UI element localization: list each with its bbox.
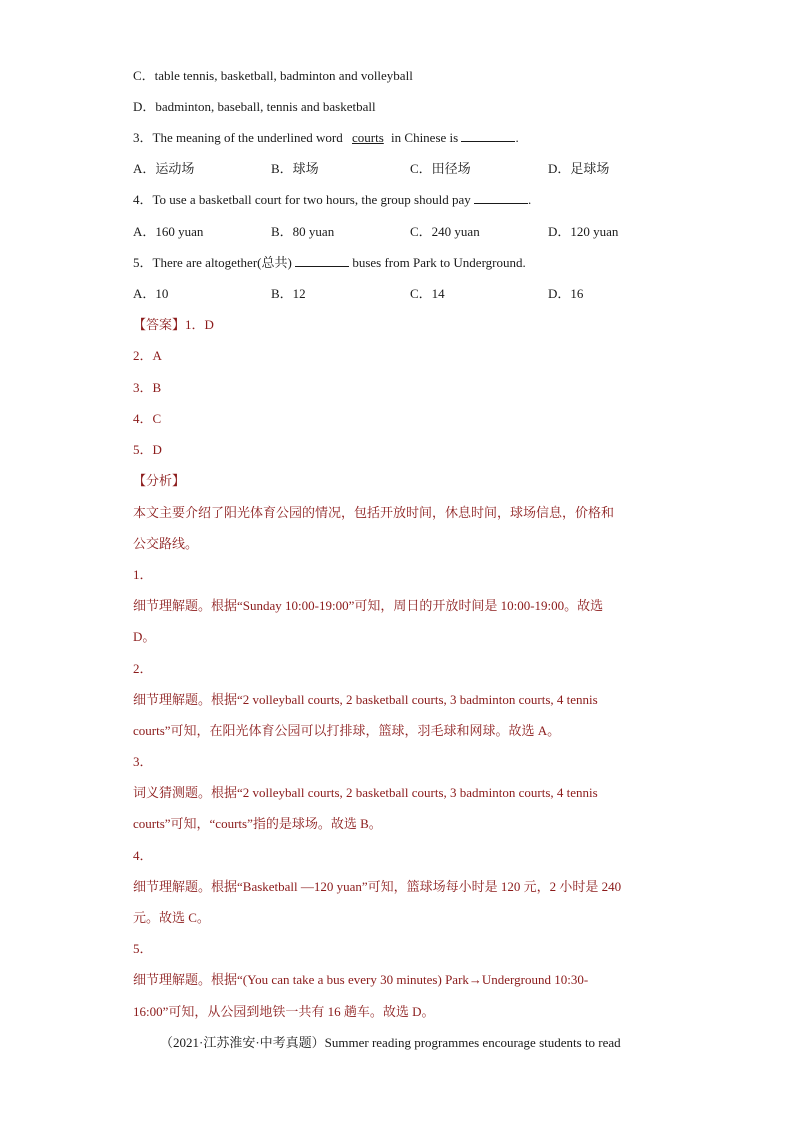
- q5-stem-text-2: buses from Park to Underground.: [349, 255, 526, 270]
- analysis-3-line-1: 词义猜测题。根据“2 volleyball courts, 2 basketball courts, 3 badminton courts, 4 tennis: [133, 785, 598, 800]
- q5-option-b: B．12: [271, 286, 306, 301]
- q4-option-c: C．240 yuan: [410, 224, 480, 239]
- analysis-intro-line-1: 本文主要介绍了阳光体育公园的情况，包括开放时间，休息时间，球场信息，价格和: [133, 505, 615, 520]
- q4-stem: [133, 191, 531, 209]
- q5-option-c: C．14: [410, 286, 445, 301]
- answer-item: 5．D: [133, 442, 162, 457]
- answer-item: 4．C: [133, 411, 162, 426]
- q2-option-c: C．table tennis, basketball, badminton and volleyball: [133, 68, 413, 83]
- q5-stem: [133, 254, 526, 272]
- q3-stem-text: 3．The meaning of the underlined word: [133, 130, 346, 145]
- q4-option-d: D．120 yuan: [548, 224, 619, 239]
- q4-stem-text: 4．To use a basketball court for two hours, the group should pay: [133, 192, 474, 207]
- answer-item-1: 1．D: [185, 317, 214, 332]
- q3-option-d: D．足球场: [548, 161, 610, 176]
- q2-option-d: D．badminton, baseball, tennis and basketball: [133, 99, 376, 114]
- q4-option-b: B．80 yuan: [271, 224, 335, 239]
- analysis-2-line-2: courts”可知，在阳光体育公园可以打排球，篮球，羽毛球和网球。故选 A。: [133, 723, 561, 738]
- analysis-4-line-1: 细节理解题。根据“Basketball —120 yuan”可知，篮球场每小时是 120 元，2 小时是 240: [133, 879, 622, 894]
- analysis-5-line-2: 16:00”可知，从公园到地铁一共有 16 趟车。故选 D。: [133, 1004, 435, 1019]
- answer-blank: [295, 254, 349, 267]
- analysis-label: 【分析】: [133, 473, 186, 488]
- analysis-1-line-1: 细节理解题。根据“Sunday 10:00-19:00”可知，周日的开放时间是 10:00-19:00。故选: [133, 598, 604, 613]
- analysis-number-1: 1．: [133, 567, 153, 582]
- analysis-number-4: 4．: [133, 848, 153, 863]
- q3-option-a: A．运动场: [133, 161, 195, 176]
- analysis-3-line-2: courts”可知，“courts”指的是球场。故选 B。: [133, 816, 382, 831]
- q4-stem-end: .: [528, 192, 532, 207]
- analysis-intro-line-2: 公交路线。: [133, 536, 199, 551]
- analysis-2-line-1: 细节理解题。根据“2 volleyball courts, 2 basketball courts, 3 badminton courts, 4 tennis: [133, 692, 598, 707]
- q5-option-d: D．16: [548, 286, 584, 301]
- answer-blank: [461, 129, 515, 142]
- analysis-number-2: 2．: [133, 661, 153, 676]
- analysis-1-line-2: D。: [133, 629, 156, 644]
- q3-option-c: C．田径场: [410, 161, 471, 176]
- q3-underlined-word: courts: [352, 130, 384, 145]
- answer-blank: [474, 191, 528, 204]
- analysis-4-line-2: 元。故选 C。: [133, 910, 210, 925]
- answer-heading: [133, 316, 214, 334]
- analysis-number-5: 5．: [133, 941, 153, 956]
- q3-stem-end: .: [515, 130, 519, 145]
- q3-stem: [133, 129, 519, 147]
- answer-item: 3．B: [133, 380, 162, 395]
- analysis-5-line-1: 细节理解题。根据“(You can take a bus every 30 minutes) Park→Underground 10:30-: [133, 972, 589, 987]
- q3-stem-text-2: in Chinese is: [387, 130, 462, 145]
- answer-label: 【答案】: [133, 317, 186, 332]
- q5-option-a: A．10: [133, 286, 169, 301]
- q3-option-b: B．球场: [271, 161, 319, 176]
- answer-item: 2．A: [133, 348, 162, 363]
- q4-option-a: A．160 yuan: [133, 224, 204, 239]
- analysis-number-3: 3．: [133, 754, 153, 769]
- q5-stem-text: 5．There are altogether(总共): [133, 255, 296, 270]
- next-question-stem: （2021·江苏淮安·中考真题）Summer reading programmes encourage students to read: [160, 1035, 621, 1050]
